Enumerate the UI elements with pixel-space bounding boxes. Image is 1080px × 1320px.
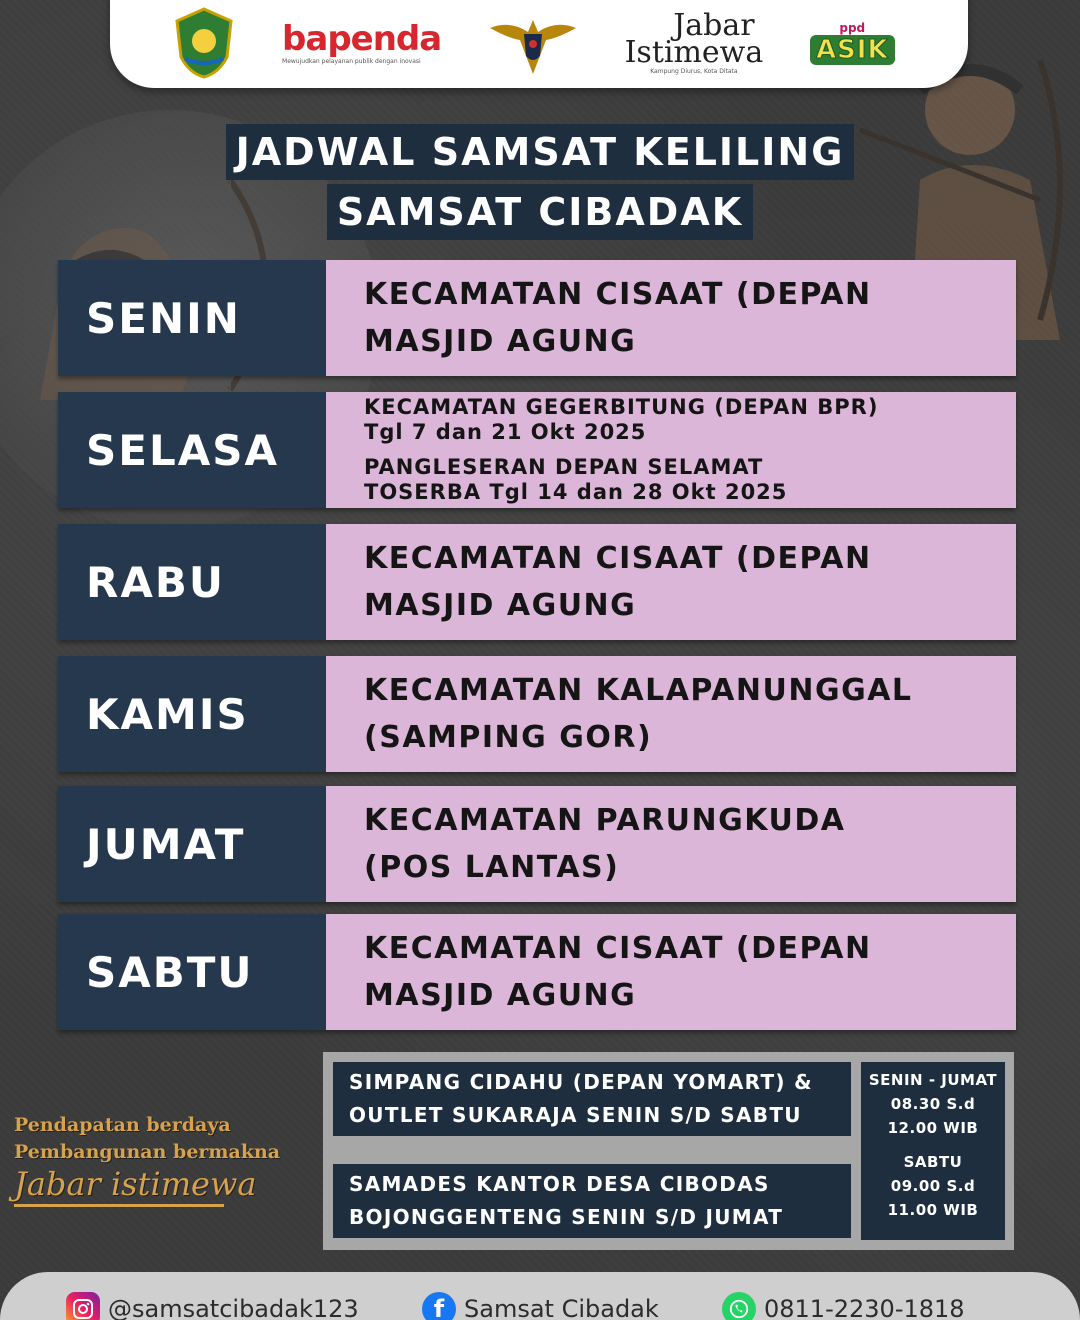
west-java-seal-logo <box>173 7 235 79</box>
tagline-line-1: Pendapatan berdaya <box>14 1114 231 1136</box>
whatsapp-number: 0811-2230-1818 <box>764 1295 965 1320</box>
instagram-icon <box>66 1292 100 1320</box>
day-label: JUMAT <box>58 786 326 902</box>
schedule-row-rabu <box>58 524 1016 640</box>
weekday-label: SENIN - JUMAT <box>868 1071 998 1089</box>
schedule-row-jumat <box>58 786 1016 902</box>
schedule-row-kamis <box>58 656 1016 772</box>
bapenda-wordmark: bapenda <box>282 18 442 59</box>
saturday-end: 11.00 WIB <box>887 1201 979 1219</box>
istimewa-wordmark: Istimewa <box>624 34 764 70</box>
location-date: TOSERBA Tgl 14 dan 28 Okt 2025 <box>364 480 788 504</box>
schedule-row-sabtu <box>58 914 1016 1030</box>
day-label: KAMIS <box>58 656 326 772</box>
facebook-icon: f <box>422 1292 456 1320</box>
day-label: SELASA <box>58 392 326 508</box>
ppd-label: ppd <box>839 21 866 35</box>
location-line: MASJID AGUNG <box>364 978 637 1013</box>
whatsapp-link[interactable] <box>722 1292 965 1320</box>
outlet-item <box>333 1062 851 1136</box>
schedule-row-selasa <box>58 392 1016 508</box>
social-footer <box>0 1272 1080 1320</box>
tagline-underline <box>14 1204 224 1207</box>
ppd-asik-logo <box>810 21 895 65</box>
page-title <box>0 124 1080 240</box>
tagline-line-3: Jabar istimewa <box>14 1165 257 1203</box>
outlet-info-box <box>323 1052 1014 1250</box>
saturday-label: SABTU <box>903 1153 963 1171</box>
location-line: KECAMATAN CISAAT (DEPAN <box>364 931 872 966</box>
instagram-handle: @samsatcibadak123 <box>108 1295 359 1320</box>
outlet-item <box>333 1164 851 1238</box>
location-line: KECAMATAN PARUNGKUDA <box>364 803 846 838</box>
outlet-line: BOJONGGENTENG SENIN S/D JUMAT <box>349 1205 784 1229</box>
whatsapp-icon <box>722 1292 756 1320</box>
location-cell <box>326 260 1016 376</box>
location-cell <box>326 656 1016 772</box>
bapenda-subtitle: Mewujudkan pelayanan publik dengan inovasi <box>282 57 421 65</box>
outlet-line: SIMPANG CIDAHU (DEPAN YOMART) & <box>349 1070 813 1094</box>
police-emblem-logo <box>488 10 578 76</box>
location-line: KECAMATAN GEGERBITUNG (DEPAN BPR) <box>364 395 879 419</box>
location-cell <box>326 786 1016 902</box>
day-label: SENIN <box>58 260 326 376</box>
jabar-wordmark: Jabar <box>673 7 755 43</box>
weekday-start: 08.30 S.d <box>890 1095 976 1113</box>
facebook-link[interactable] <box>422 1292 722 1320</box>
service-hours <box>861 1062 1005 1240</box>
location-line: (SAMPING GOR) <box>364 720 653 755</box>
jabar-istimewa-logo <box>624 7 764 75</box>
jabar-subtitle: Kampung Diurus, Kota Ditata <box>650 67 738 75</box>
location-line: KECAMATAN CISAAT (DEPAN <box>364 277 872 312</box>
day-label: SABTU <box>58 914 326 1030</box>
location-line: MASJID AGUNG <box>364 588 637 623</box>
location-line: KECAMATAN CISAAT (DEPAN <box>364 541 872 576</box>
location-cell <box>326 524 1016 640</box>
asik-wordmark: ASIK <box>810 35 895 65</box>
location-cell <box>326 914 1016 1030</box>
saturday-start: 09.00 S.d <box>890 1177 976 1195</box>
location-line: KECAMATAN KALAPANUNGGAL <box>364 673 913 708</box>
location-line: (POS LANTAS) <box>364 850 620 885</box>
schedule-row-senin <box>58 260 1016 376</box>
location-line: PANGLESERAN DEPAN SELAMAT <box>364 455 764 479</box>
outlet-line: SAMADES KANTOR DESA CIBODAS <box>349 1172 770 1196</box>
title-line-2: SAMSAT CIBADAK <box>327 184 753 240</box>
bapenda-logo <box>282 18 442 65</box>
outlet-line: OUTLET SUKARAJA SENIN S/D SABTU <box>349 1103 802 1127</box>
location-line: MASJID AGUNG <box>364 324 637 359</box>
location-date: Tgl 7 dan 21 Okt 2025 <box>364 420 647 444</box>
instagram-link[interactable] <box>66 1292 422 1320</box>
day-label: RABU <box>58 524 326 640</box>
logo-bar <box>110 0 968 88</box>
tagline <box>14 1112 304 1207</box>
title-line-1: JADWAL SAMSAT KELILING <box>226 124 855 180</box>
facebook-name: Samsat Cibadak <box>464 1295 659 1320</box>
weekday-end: 12.00 WIB <box>887 1119 979 1137</box>
tagline-line-2: Pembangunan bermakna <box>14 1141 281 1163</box>
location-cell <box>326 392 1016 508</box>
